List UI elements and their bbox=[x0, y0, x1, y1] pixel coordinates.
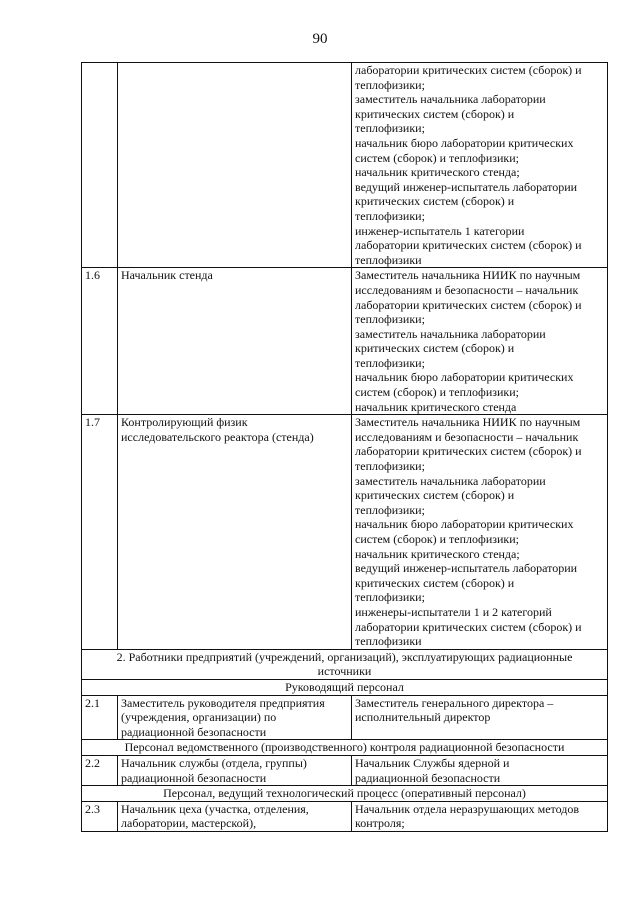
cell-line: радиационной безопасности bbox=[355, 770, 501, 785]
cell-line: инженер-испытатель 1 категории bbox=[355, 223, 525, 238]
table-row bbox=[82, 695, 608, 740]
cell-line: Начальник Службы ядерной и bbox=[355, 755, 510, 770]
cell-line: критических систем (сборок) и bbox=[355, 575, 515, 590]
cell-line: контроля; bbox=[355, 816, 405, 831]
subheader-management: Руководящий персонал bbox=[82, 679, 608, 695]
cell-line: заместитель начальника лаборатории bbox=[355, 473, 546, 488]
cell-line: лаборатории критических систем (сборок) и bbox=[355, 63, 582, 77]
cell-line: Заместитель начальника НИИК по научным bbox=[355, 268, 581, 283]
cell-line: начальник бюро лаборатории критических bbox=[355, 135, 574, 150]
authorized-persons-cell bbox=[352, 415, 608, 650]
cell-line: систем (сборок) и теплофизики; bbox=[355, 385, 519, 400]
cell-line: критических систем (сборок) и bbox=[355, 194, 515, 209]
cell-line: теплофизики; bbox=[355, 459, 425, 474]
cell-line: систем (сборок) и теплофизики; bbox=[355, 532, 519, 546]
cell-line: критических систем (сборок) и bbox=[355, 341, 515, 356]
subheader-row bbox=[82, 740, 608, 756]
table-row bbox=[82, 63, 608, 268]
section-header-line: 2. Работники предприятий (учреждений, организаций), эксплуатирующих радиационные bbox=[116, 649, 573, 664]
cell-line: Заместитель генерального директора – bbox=[355, 695, 554, 710]
table-row bbox=[82, 415, 608, 650]
row-number: 2.3 bbox=[82, 801, 118, 831]
position-line: Начальник службы (отдела, группы) bbox=[121, 755, 307, 770]
position-title bbox=[118, 63, 352, 268]
cell-line: теплофизики; bbox=[355, 355, 425, 370]
authorized-persons-cell bbox=[352, 63, 608, 268]
cell-line: начальник критического стенда bbox=[355, 399, 517, 414]
cell-line: теплофизики; bbox=[355, 590, 425, 605]
position-line: Контролирующий физик bbox=[121, 415, 248, 430]
position-title bbox=[118, 755, 352, 785]
table-row bbox=[82, 755, 608, 785]
section-header bbox=[82, 649, 608, 679]
subheader-control: Персонал ведомственного (производственного) контроля радиационной безопасности bbox=[82, 740, 608, 756]
cell-line: критических систем (сборок) и bbox=[355, 488, 515, 503]
cell-line: заместитель начальника лаборатории bbox=[355, 92, 546, 107]
cell-line: Начальник отдела неразрушающих методов bbox=[355, 801, 580, 816]
cell-line: лаборатории критических систем (сборок) и bbox=[355, 238, 582, 253]
cell-line: исследованиям и безопасности – начальник bbox=[355, 429, 579, 444]
row-number bbox=[82, 63, 118, 268]
cell-line: теплофизики bbox=[355, 634, 422, 649]
position-title bbox=[118, 801, 352, 831]
cell-line: теплофизики; bbox=[355, 208, 425, 223]
row-number: 1.7 bbox=[82, 415, 118, 650]
cell-line: лаборатории критических систем (сборок) и bbox=[355, 444, 582, 459]
cell-line: теплофизики bbox=[355, 252, 422, 267]
authorized-persons-cell bbox=[352, 755, 608, 785]
cell-line: начальник критического стенда; bbox=[355, 546, 520, 561]
row-number: 1.6 bbox=[82, 268, 118, 415]
row-number: 2.1 bbox=[82, 695, 118, 740]
position-title bbox=[118, 415, 352, 650]
cell-line: теплофизики; bbox=[355, 77, 425, 92]
position-line: Начальник цеха (участка, отделения, bbox=[121, 801, 309, 816]
cell-line: начальник критического стенда; bbox=[355, 165, 520, 180]
position-title: Начальник стенда bbox=[118, 268, 352, 415]
cell-line: ведущий инженер-испытатель лаборатории bbox=[355, 179, 578, 194]
cell-line: Заместитель начальника НИИК по научным bbox=[355, 415, 581, 430]
position-line: Заместитель руководителя предприятия bbox=[121, 695, 325, 710]
section-header-line: источники bbox=[317, 664, 372, 679]
subheader-operational: Персонал, ведущий технологический процесс (оперативный персонал) bbox=[82, 786, 608, 802]
cell-line: исследованиям и безопасности – начальник bbox=[355, 282, 579, 297]
position-line: радиационной безопасности bbox=[121, 770, 267, 785]
cell-line: инженеры-испытатели 1 и 2 категорий bbox=[355, 604, 552, 619]
cell-line: начальник бюро лаборатории критических bbox=[355, 370, 574, 385]
cell-line: ведущий инженер-испытатель лаборатории bbox=[355, 561, 578, 576]
position-title bbox=[118, 695, 352, 740]
cell-line: теплофизики; bbox=[355, 312, 425, 327]
cell-line: начальник бюро лаборатории критических bbox=[355, 517, 574, 532]
position-line: радиационной безопасности bbox=[121, 724, 267, 739]
subheader-row bbox=[82, 679, 608, 695]
cell-line: исполнительный директор bbox=[355, 710, 491, 725]
table-row bbox=[82, 268, 608, 415]
position-line: исследовательского реактора (стенда) bbox=[121, 429, 314, 444]
table-row bbox=[82, 801, 608, 831]
cell-line: заместитель начальника лаборатории bbox=[355, 326, 546, 341]
section-header-row bbox=[82, 649, 608, 679]
cell-line: лаборатории критических систем (сборок) и bbox=[355, 619, 582, 634]
cell-line: систем (сборок) и теплофизики; bbox=[355, 150, 519, 165]
authorized-persons-cell bbox=[352, 268, 608, 415]
cell-line: лаборатории критических систем (сборок) и bbox=[355, 297, 582, 312]
authorized-persons-cell bbox=[352, 801, 608, 831]
cell-line: критических систем (сборок) и bbox=[355, 106, 515, 121]
position-line: (учреждения, организации) по bbox=[121, 710, 277, 725]
cell-line: теплофизики; bbox=[355, 502, 425, 517]
row-number: 2.2 bbox=[82, 755, 118, 785]
authorized-persons-cell bbox=[352, 695, 608, 740]
subheader-row bbox=[82, 786, 608, 802]
positions-table bbox=[81, 62, 608, 832]
page-number: 90 bbox=[312, 31, 328, 47]
cell-line: теплофизики; bbox=[355, 121, 425, 136]
position-line: лаборатории, мастерской), bbox=[121, 816, 257, 831]
